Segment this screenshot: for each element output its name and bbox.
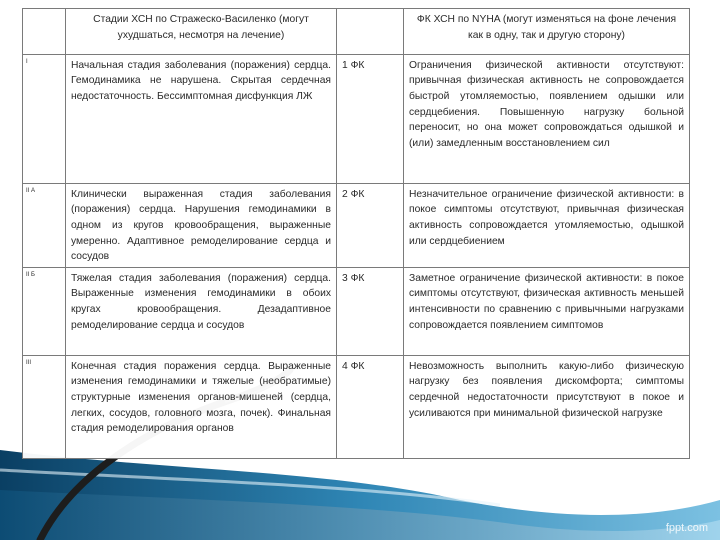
header-fk-cell [337, 9, 404, 55]
fk-cell: 2 ФК [337, 183, 404, 267]
heart-failure-classification-table [22, 8, 690, 459]
header-strazhesko: Стадии ХСН по Стражеско-Василенко (могут ухудшаться, несмотря на лечение) [66, 9, 337, 55]
stage-cell: I [23, 54, 66, 183]
table-header-row [23, 9, 690, 55]
table-row [23, 183, 690, 267]
header-stage-cell [23, 9, 66, 55]
fk-cell: 1 ФК [337, 54, 404, 183]
nyha-description: Невозможность выполнить какую-либо физическую нагрузку без появления дискомфорта; симптомы сердечной недостаточности присутствуют в покое и усиливаются при минимальной физической нагрузке [404, 355, 690, 458]
nyha-description: Незначительное ограничение физической активности: в покое симптомы отсутствуют, привычная физическая активность сопровождается утомляемостью, одышкой или сердцебиением [404, 183, 690, 267]
fk-cell: 3 ФК [337, 267, 404, 355]
watermark: fppt.com [665, 522, 708, 534]
stage-description: Клинически выраженная стадия заболевания (поражения) сердца. Нарушения гемодинамики в одном из кругов кровообращения, выраженные умеренно. Адаптивное ремоделирование сердца и сосудов [66, 183, 337, 267]
fk-cell: 4 ФК [337, 355, 404, 458]
nyha-description: Заметное ограничение физической активности: в покое симптомы отсутствуют, физическая активность меньшей интенсивности по сравнению с привычными нагрузками сопровождается появлением симптомов [404, 267, 690, 355]
stage-description: Тяжелая стадия заболевания (поражения) сердца. Выраженные изменения гемодинамики в обоих кругах кровообращения. Дезадаптивное ремоделирование сердца и сосудов [66, 267, 337, 355]
stage-description: Конечная стадия поражения сердца. Выраженные изменения гемодинамики и тяжелые (необратимые) структурные изменения органов-мишеней (сердца, легких, сосудов, головного мозга, почек). Финальная стадия ремоделирования органов [66, 355, 337, 458]
table-row [23, 267, 690, 355]
header-nyha: ФК ХСН по NYHA (могут изменяться на фоне лечения как в одну, так и другую сторону) [404, 9, 690, 55]
table-row [23, 355, 690, 458]
stage-cell: III [23, 355, 66, 458]
table-row [23, 54, 690, 183]
stage-description: Начальная стадия заболевания (поражения) сердца. Гемодинамика не нарушена. Скрытая сердечная недостаточность. Бессимптомная дисфункция ЛЖ [66, 54, 337, 183]
nyha-description: Ограничения физической активности отсутствуют: привычная физическая активность не сопровождается быстрой утомляемостью, появлением одышки или сердцебиения. Повышенную нагрузку больной переносит, но она может сопровождаться одышкой и (или) замедленным восстановлением сил [404, 54, 690, 183]
stage-cell: II А [23, 183, 66, 267]
stage-cell: II Б [23, 267, 66, 355]
